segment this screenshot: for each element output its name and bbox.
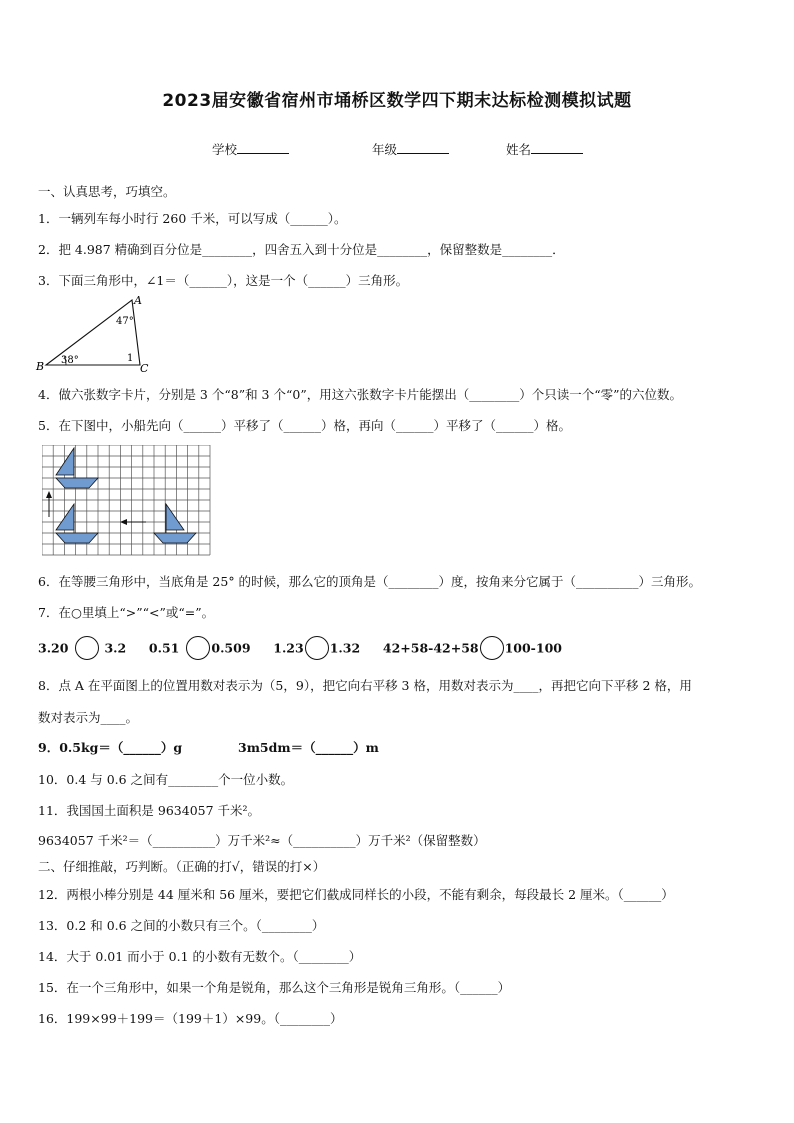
left-arrow-icon: [120, 519, 146, 525]
name-blank[interactable]: [531, 141, 583, 154]
name-label: 姓名: [506, 142, 532, 157]
question-16: 16．199×99＋199＝（199＋1）×99。（________）: [38, 1011, 343, 1026]
question-8-line-2: 数对表示为____。: [38, 710, 139, 725]
label-b: B: [36, 360, 45, 372]
section-1-heading: 一、认真思考，巧填空。: [38, 184, 176, 199]
boat-grid-figure: [42, 445, 212, 559]
question-10: 10．0.4 与 0.6 之间有________个一位小数。: [38, 772, 294, 787]
question-9-part-a: 9．0.5kg＝（______）g: [38, 740, 183, 755]
question-7: 7．在○里填上“>”“<”或“=”。: [38, 605, 215, 620]
school-label: 学校: [212, 142, 238, 157]
question-4: 4．做六张数字卡片，分别是 3 个“8”和 3 个“0”，用这六张数字卡片能摆出（________）个只读一个“零”的六位数。: [38, 387, 683, 402]
up-arrow-icon: [46, 491, 52, 517]
compare-4-right: 100-100: [504, 640, 562, 656]
section-2-heading: 二、仔细推敲，巧判断。（正确的打√，错误的打×）: [38, 859, 326, 874]
compare-3-circle[interactable]: [305, 636, 329, 660]
boat-top: [56, 448, 98, 488]
grade-label: 年级: [372, 142, 398, 157]
boat-bottom-left: [56, 504, 98, 543]
angle-a-label: 47°: [116, 316, 134, 327]
school-field[interactable]: [212, 140, 289, 158]
question-11-line-1: 11．我国国土面积是 9634057 千米²。: [38, 803, 261, 818]
question-11-line-2: 9634057 千米²＝（__________）万千米²≈（__________）万千米²（保留整数）: [38, 833, 486, 848]
question-6: 6．在等腰三角形中，当底角是 25° 的时候，那么它的顶角是（________）度，按角来分它属于（__________）三角形。: [38, 574, 702, 589]
label-a: A: [134, 294, 142, 307]
question-2: 2．把 4.987 精确到百分位是________，四舍五入到十分位是________，保留整数是________．: [38, 242, 565, 257]
boat-right: [154, 504, 196, 543]
triangle-figure: [34, 292, 154, 372]
angle-b-label: 38°: [61, 355, 79, 366]
compare-row: [38, 636, 562, 660]
grade-blank[interactable]: [397, 141, 449, 154]
page-title: 2023届安徽省宿州市埇桥区数学四下期末达标检测模拟试题: [162, 91, 632, 111]
compare-1-left: 3.20: [38, 640, 69, 656]
compare-4-circle[interactable]: [480, 636, 504, 660]
question-8-line-1: 8．点 A 在平面图上的位置用数对表示为（5，9），把它向右平移 3 格，用数对表示为____，再把它向下平移 2 格，用: [38, 678, 692, 693]
question-5: 5．在下图中，小船先向（______）平移了（______）格，再向（______）平移了（______）格。: [38, 418, 571, 433]
question-13: 13．0.2 和 0.6 之间的小数只有三个。（________）: [38, 918, 325, 933]
question-1: 1．一辆列车每小时行 260 千米，可以写成（______）。: [38, 211, 347, 226]
angle-1-label: 1: [127, 353, 134, 364]
compare-2-right: 0.509: [211, 640, 251, 656]
question-9-part-b: 3m5dm＝（______）m: [238, 740, 379, 755]
compare-4-left: 42+58-42+58: [382, 640, 479, 656]
question-3: 3．下面三角形中，∠1＝（______），这是一个（______）三角形。: [38, 273, 409, 288]
label-c: C: [140, 362, 149, 372]
question-14: 14．大于 0.01 而小于 0.1 的小数有无数个。（________）: [38, 949, 362, 964]
question-12: 12．两根小棒分别是 44 厘米和 56 厘米，要把它们截成同样长的小段，不能有剩余，每段最长 2 厘米。（______）: [38, 887, 674, 902]
compare-1-circle[interactable]: [75, 636, 99, 660]
name-field[interactable]: [506, 140, 583, 158]
compare-2-circle[interactable]: [186, 636, 210, 660]
compare-3-right: 1.32: [329, 640, 361, 656]
question-15: 15．在一个三角形中，如果一个角是锐角，那么这个三角形是锐角三角形。（______）: [38, 980, 511, 995]
compare-2-left: 0.51: [148, 640, 180, 656]
compare-1-right: 3.2: [104, 640, 127, 656]
compare-3-left: 1.23: [273, 640, 304, 656]
school-blank[interactable]: [237, 141, 289, 154]
grade-field[interactable]: [372, 140, 449, 158]
